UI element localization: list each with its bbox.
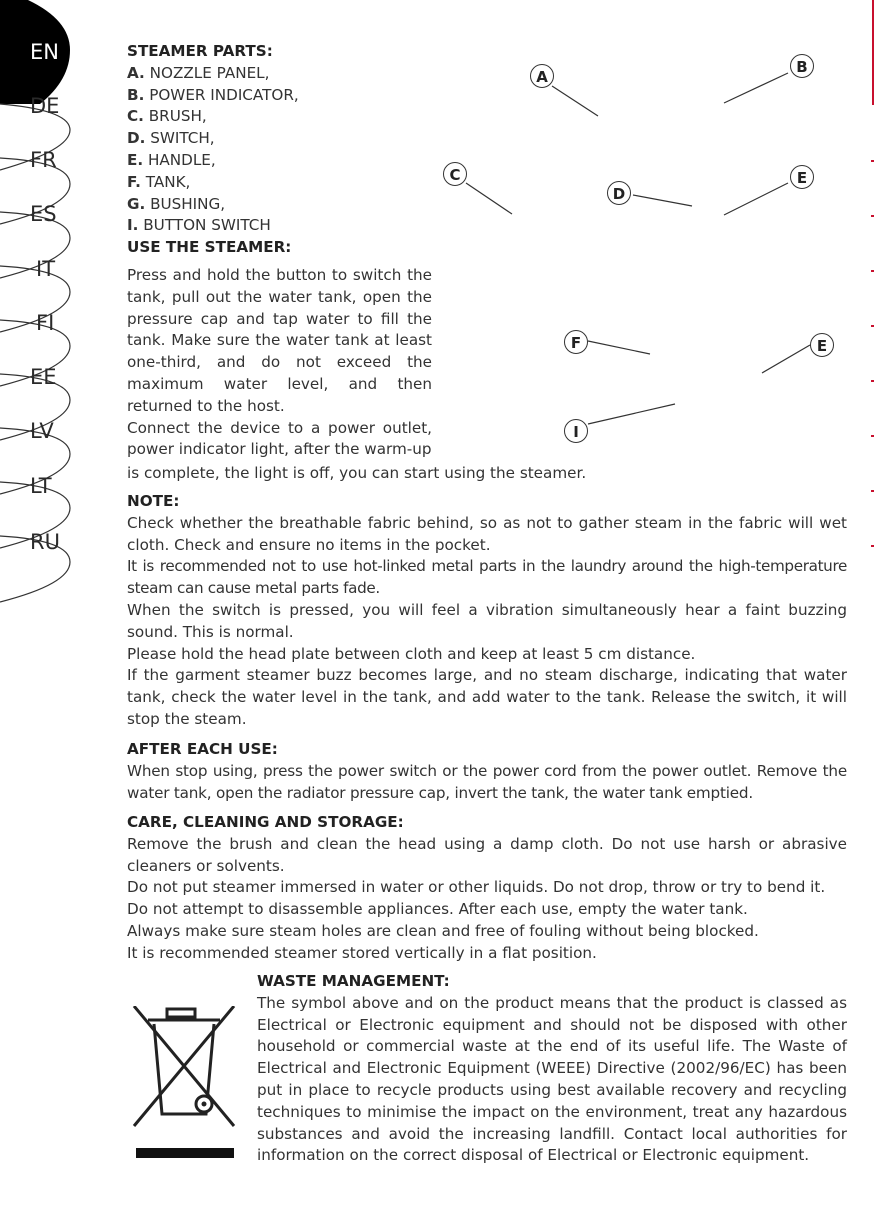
tab-de[interactable]: DE <box>30 94 60 118</box>
care-line: Remove the brush and clean the head using a damp cloth. Do not use harsh or abrasive cleaners or solvents. <box>127 834 847 875</box>
care-section <box>127 812 847 965</box>
note-line: It is recommended not to use hot-linked metal parts in the laundry around the high-temperature steam can cause metal parts fade. <box>127 557 847 598</box>
waste-section <box>257 971 847 1167</box>
after-use-text: When stop using, press the power switch or the power cord from the power outlet. Remove the water tank, open the radiator pressure cap, invert the tank, the water tank emptied. <box>127 761 847 802</box>
callout-i: I <box>564 419 588 443</box>
steamer-parts-section <box>127 41 427 259</box>
language-tabs <box>0 0 80 620</box>
tab-ee[interactable]: EE <box>30 365 57 389</box>
tab-ru[interactable]: RU <box>30 530 60 554</box>
part-item: D. SWITCH, <box>127 129 215 148</box>
care-line: It is recommended steamer stored vertically in a flat position. <box>127 943 597 962</box>
callout-f: F <box>564 330 588 354</box>
note-line: Please hold the head plate between cloth and keep at least 5 cm distance. <box>127 644 696 663</box>
use-text <box>127 265 432 461</box>
part-item: G. BUSHING, <box>127 194 226 213</box>
callout-e: E <box>790 165 814 189</box>
tab-fi[interactable]: FI <box>36 311 55 335</box>
steamer-parts-heading: STEAMER PARTS: <box>127 42 273 60</box>
callout-lines <box>430 50 850 450</box>
note-line: Check whether the breathable fabric behind, so as not to gather steam in the fabric will wet cloth. Check and ensure no items in the pocket. <box>127 513 847 554</box>
care-line: Do not attempt to disassemble appliances. After each use, empty the water tank. <box>127 900 748 919</box>
callout-a: A <box>530 64 554 88</box>
part-item: C. BRUSH, <box>127 107 207 126</box>
callout-c: C <box>443 162 467 186</box>
tab-es[interactable]: ES <box>30 202 57 226</box>
tab-en[interactable]: EN <box>30 40 59 64</box>
part-item: A. NOZZLE PANEL, <box>127 63 270 82</box>
use-heading: USE THE STEAMER: <box>127 238 292 257</box>
callout-b: B <box>790 54 814 78</box>
after-use-heading: AFTER EACH USE: <box>127 740 278 758</box>
care-line: Always make sure steam holes are clean and free of fouling without being blocked. <box>127 921 759 940</box>
note-heading: NOTE: <box>127 492 180 510</box>
tab-fr[interactable]: FR <box>30 148 57 172</box>
tab-it[interactable]: IT <box>36 257 56 281</box>
use-paragraph: Press and hold the button to switch the tank, pull out the water tank, open the pressure cap and tap water to fill the tank. Make sure the water tank at least one-third, and do not exceed the maximum water level, and then returned to the host. <box>127 266 432 415</box>
care-heading: CARE, CLEANING AND STORAGE: <box>127 813 404 831</box>
use-text-continued: is complete, the light is off, you can start using the steamer. <box>127 464 587 482</box>
tab-lv[interactable]: LV <box>30 419 54 443</box>
callout-e-2: E <box>810 333 834 357</box>
care-line: Do not put steamer immersed in water or other liquids. Do not drop, throw or try to bend it. <box>127 878 826 897</box>
note-section <box>127 491 847 731</box>
weee-crossed-bin-icon <box>124 1006 244 1166</box>
part-item: B. POWER INDICATOR, <box>127 85 299 104</box>
waste-text: The symbol above and on the product means that the product is classed as Electrical or Electronic equipment and should not be disposed with other household or commercial waste at the end of its useful life. The Waste of Electrical and Electronic Equipment (WEEE) Directive (2002/96/EC) has been put in place to recycle products using best available recovery and recycling techniques to minimise the impact on the environment, treat any hazardous substances and avoid the increasing landfill. Contact local authorities for information on the correct disposal of Electrical or Electronic equipment. <box>257 993 847 1165</box>
waste-heading: WASTE MANAGEMENT: <box>257 972 450 990</box>
note-line: When the switch is pressed, you will feel a vibration simultaneously hear a faint buzzing sound. This is normal. <box>127 600 847 641</box>
use-paragraph-connect: Connect the device to a power outlet, power indicator light, after the warm-up <box>127 418 432 459</box>
part-item: I. BUTTON SWITCH <box>127 216 271 235</box>
callout-d: D <box>607 181 631 205</box>
parts-diagram <box>430 50 850 450</box>
part-item: F. TANK, <box>127 172 191 191</box>
part-item: E. HANDLE, <box>127 150 216 169</box>
note-line: If the garment steamer buzz becomes large, and no steam discharge, indicating that water tank, check the water level in the tank, and add water to the tank. Release the switch, it will stop the steam. <box>127 666 847 728</box>
after-use-section <box>127 739 847 804</box>
tab-lt[interactable]: LT <box>30 474 52 498</box>
